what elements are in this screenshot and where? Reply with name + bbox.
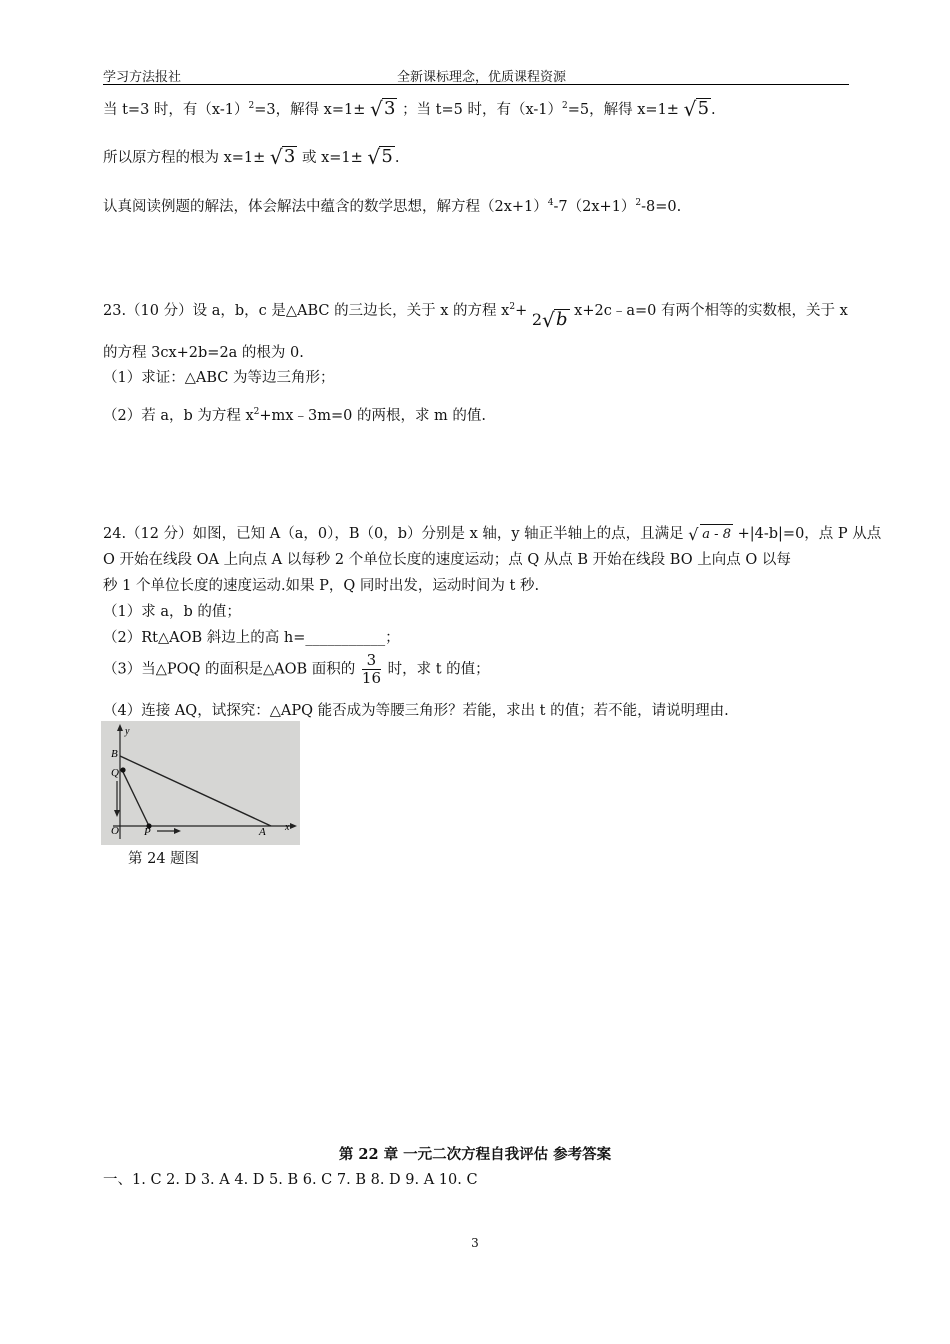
point-q (120, 767, 125, 772)
q23-part-2 (103, 402, 486, 426)
answers-line: 一、1. C 2. D 3. A 4. D 5. B 6. C 7. B 8. D 9. A 10. C (103, 1172, 478, 1188)
text: 时，求 t 的值； (387, 661, 490, 678)
text: ；当 t=5 时，有（x-1） (402, 101, 563, 118)
figure-caption: 第 24 题图 (128, 851, 200, 867)
sqrt-3: √ 3 (370, 96, 396, 121)
text: 认真阅读例题的解法，体会解法中蕴含的数学思想，解方程（2x+1） (103, 198, 548, 215)
segment-qp (123, 772, 149, 826)
y-axis-arrow (117, 724, 123, 731)
sqrt-a-minus-8: √ a - 8 (688, 525, 731, 544)
q24-line-2: O 开始在线段 OA 上向点 A 以每秒 2 个单位长度的速度运动；点 Q 从点 B 开始在线段 BO 上向点 O 以每 (103, 552, 791, 568)
q24-part-4: （4）连接 AQ，试探究：△APQ 能否成为等腰三角形？若能，求出 t 的值；若不能，请说明理由. (103, 703, 729, 719)
p-direction-arrow (174, 828, 181, 834)
exponent: 2 (248, 101, 255, 111)
text: 所以原方程的根为 x=1± (103, 150, 266, 166)
exponent: 2 (253, 407, 260, 417)
q24-line-3: 秒 1 个单位长度的速度运动.如果 P，Q 同时出发，运动时间为 t 秒. (103, 578, 540, 594)
text: . (394, 150, 400, 166)
exponent: 2 (509, 302, 516, 312)
label-x: x (285, 822, 290, 833)
label-a: A (259, 826, 266, 838)
sqrt-b: √ b (542, 307, 568, 332)
label-y: y (125, 726, 130, 737)
label-q: Q (111, 767, 119, 779)
text: +|4-b|=0，点 P 从点 (737, 526, 882, 542)
text: x+2c﹣a=0 有两个相等的实数根，关于 x (574, 302, 848, 319)
answers-title: 第 22 章 一元二次方程自我评估 参考答案 (338, 1146, 612, 1163)
text: 或 x=1± (301, 150, 363, 166)
q24-part-2: （2）Rt△AOB 斜边上的高 h=___________； (103, 630, 400, 646)
sqrt-3: √ 3 (269, 145, 296, 169)
text: =3，解得 x=1± (254, 101, 366, 118)
fraction-3-16 (362, 652, 381, 687)
text: 24.（12 分）如图，已知 A（a，0），B（0，b）分别是 x 轴，y 轴正半轴上的点，且满足 (103, 526, 684, 542)
q23-part-1: （1）求证：△ABC 为等边三角形； (103, 370, 335, 386)
segment-ba (120, 756, 271, 826)
header-left: 学习方法报社 (103, 70, 182, 85)
text: . (711, 101, 716, 118)
radicand: 3 (283, 146, 296, 167)
figure-svg (101, 721, 300, 845)
coefficient: 2 (531, 309, 543, 329)
text: （2）若 a，b 为方程 x (103, 407, 254, 424)
text: 当 t=3 时，有（x-1） (103, 101, 249, 118)
sqrt-5: √ 5 (683, 96, 710, 121)
intro-line-3 (103, 193, 681, 217)
sqrt-5: √ 5 (367, 145, 393, 169)
q-direction-arrow (114, 810, 120, 817)
radicand: a - 8 (700, 524, 733, 545)
intro-line-1 (103, 96, 716, 120)
denominator: 16 (361, 669, 381, 687)
text: +mx﹣3m=0 的两根，求 m 的值. (259, 407, 487, 424)
exponent: 4 (547, 198, 554, 208)
q24-figure (101, 721, 300, 845)
q23-line-2: 的方程 3cx+2b=2a 的根为 0. (103, 345, 304, 361)
label-p: P (144, 826, 151, 838)
q24-line-1 (103, 524, 881, 545)
x-axis-arrow (290, 823, 297, 829)
text: （3）当△POQ 的面积是△AOB 面积的 (103, 661, 356, 678)
page-number: 3 (471, 1236, 479, 1250)
q24-part-1: （1）求 a，b 的值； (103, 604, 241, 620)
radicand: b (556, 308, 568, 330)
exponent: 2 (562, 101, 568, 111)
header-divider (103, 84, 849, 85)
intro-line-2 (103, 146, 399, 168)
text: =5，解得 x=1± (567, 101, 679, 118)
text: 23.（10 分）设 a，b，c 是△ABC 的三边长，关于 x 的方程 x (103, 302, 510, 319)
header-center: 全新课标理念，优质课程资源 (397, 70, 567, 85)
exponent: 2 (635, 198, 642, 208)
text: -8=0. (641, 198, 682, 215)
radicand: 5 (697, 97, 710, 119)
q24-part-3 (103, 652, 490, 687)
text: + (515, 302, 528, 319)
radicand: 5 (381, 146, 393, 167)
text: -7（2x+1） (553, 198, 636, 215)
label-b: B (111, 748, 118, 760)
numerator: 3 (362, 652, 381, 670)
label-o: O (111, 825, 119, 837)
q23-line-1 (103, 297, 848, 332)
radicand: 3 (384, 97, 396, 119)
